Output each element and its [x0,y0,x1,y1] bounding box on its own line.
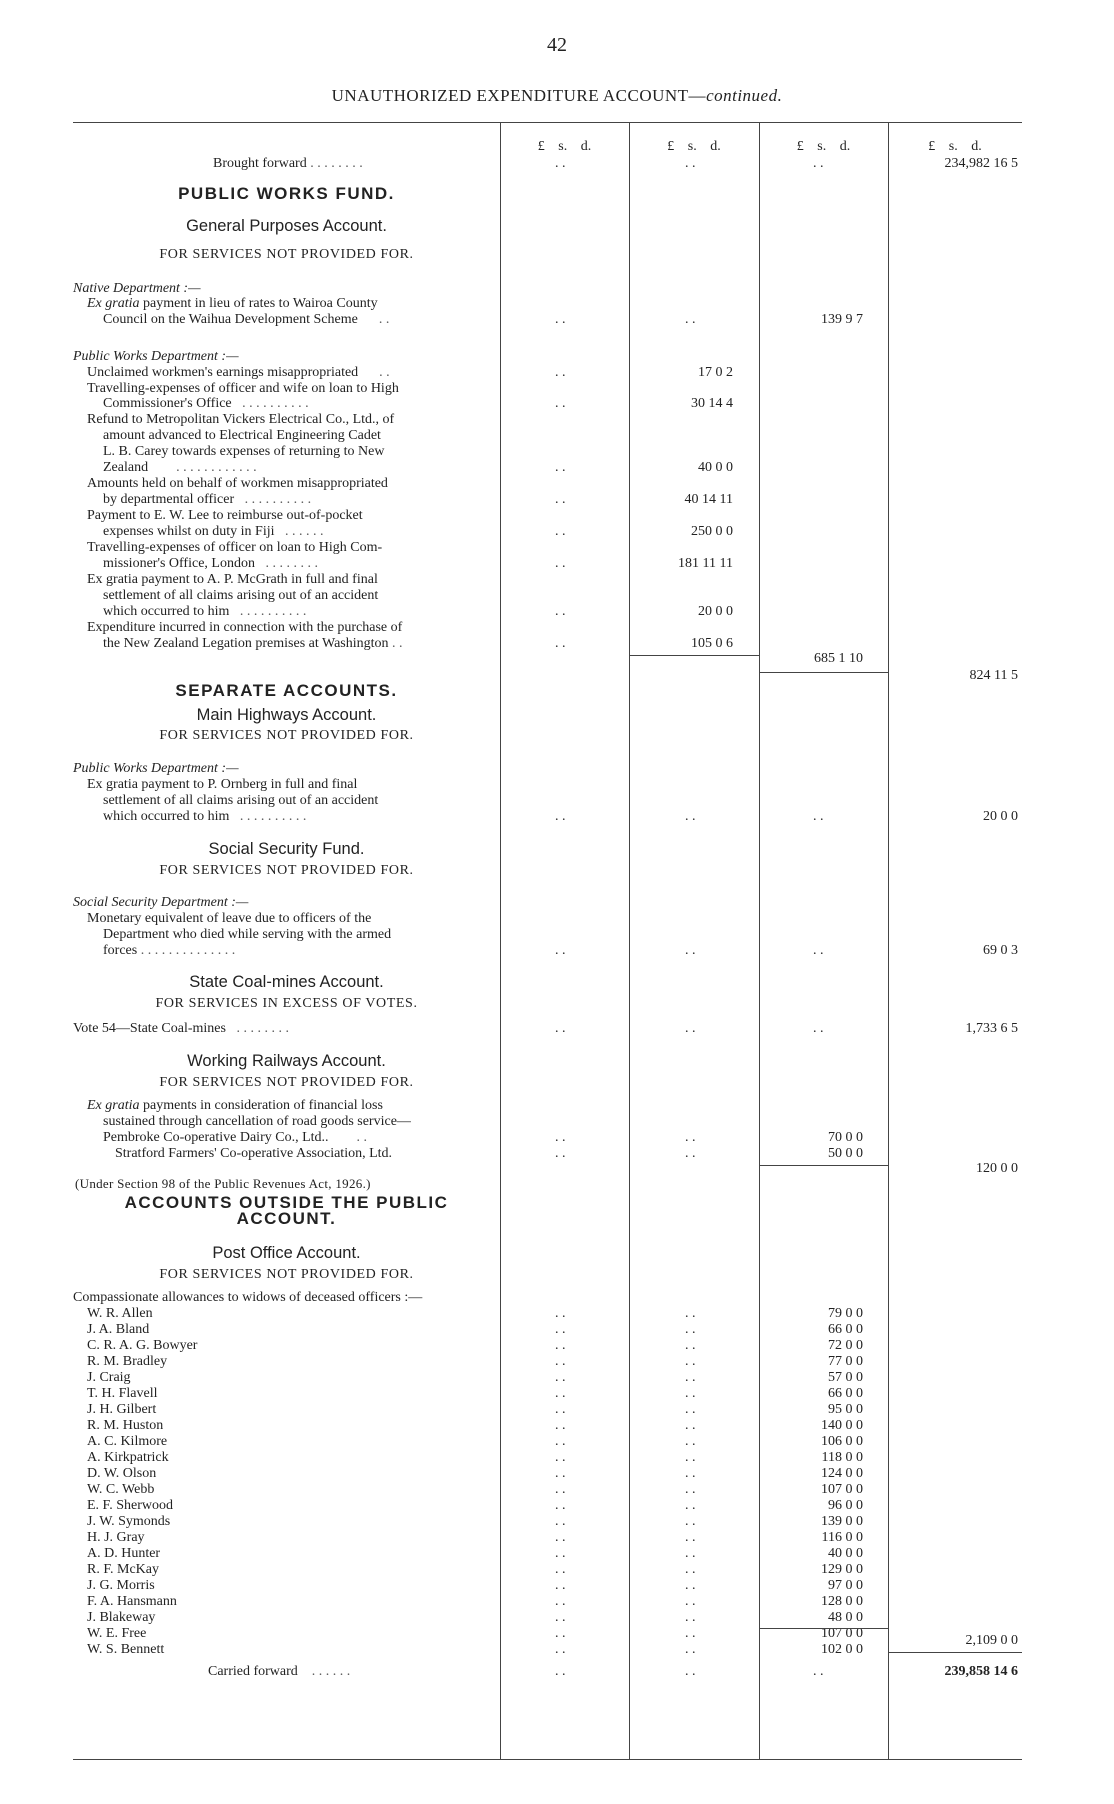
placeholder-dots: . . [685,1466,696,1481]
page-title: UNAUTHORIZED EXPENDITURE ACCOUNT—continued. [331,86,783,105]
col-header: £ s. d. [928,139,982,154]
widow-name: A. C. Kilmore [87,1434,168,1449]
placeholder-dots: . . [685,1450,696,1465]
placeholder-dots: . . [555,1370,566,1385]
placeholder-dots: . . [685,1402,696,1417]
line-item-text: Zealand . . . . . . . . . . . . [103,460,257,475]
widow-name: W. C. Webb [87,1482,155,1497]
placeholder-dots: . . [555,943,566,958]
line-item-amount: 17 0 2 [698,365,733,380]
department-heading: Public Works Department :— [73,761,239,776]
line-item-text: Stratford Farmers' Co-operative Association, Ltd. [115,1146,393,1161]
services-caption: FOR SERVICES NOT PROVIDED FOR. [159,247,414,262]
widow-name: R. M. Huston [87,1418,164,1433]
account-total: 69 0 3 [983,943,1018,958]
line-item-amount: 40 14 11 [684,492,733,507]
widow-name: F. A. Hansmann [87,1594,177,1609]
placeholder-dots: . . [685,1021,696,1036]
line-item-text: by departmental officer . . . . . . . . . . [103,492,312,507]
account-table [73,122,1022,1760]
widow-name: D. W. Olson [87,1466,157,1481]
placeholder-dots: . . [555,636,566,651]
widow-amount: 96 0 0 [828,1498,863,1513]
placeholder-dots: . . [685,1664,696,1679]
placeholder-dots: . . [555,809,566,824]
widow-name: A. D. Hunter [87,1546,161,1561]
placeholder-dots: . . [813,943,824,958]
line-item-amount: 70 0 0 [828,1130,863,1145]
widow-amount: 97 0 0 [828,1578,863,1593]
widow-name: W. E. Free [87,1626,147,1641]
widow-amount: 79 0 0 [828,1306,863,1321]
account-total: 20 0 0 [983,809,1018,824]
column-divider [500,123,501,1759]
subtotal-rule [759,1165,888,1166]
placeholder-dots: . . [555,1562,566,1577]
placeholder-dots: . . [555,156,566,171]
line-item-text: L. B. Carey towards expenses of returning to New [103,444,385,459]
widow-name: R. F. McKay [87,1562,159,1577]
subsection-heading: Social Security Fund. [208,840,365,858]
line-item-text: amount advanced to Electrical Engineering Cadet [103,428,381,443]
placeholder-dots: . . [685,1354,696,1369]
placeholder-dots: . . [555,1146,566,1161]
placeholder-dots: . . [685,1306,696,1321]
line-item-text: Council on the Waihua Development Scheme . . [103,312,390,327]
placeholder-dots: . . [685,1642,696,1657]
placeholder-dots: . . [555,1306,566,1321]
widow-name: J. Craig [87,1370,131,1385]
line-item-amount: 50 0 0 [828,1146,863,1161]
subsection-heading: Working Railways Account. [187,1052,386,1070]
account-total: 2,109 0 0 [965,1633,1018,1648]
services-caption: FOR SERVICES NOT PROVIDED FOR. [159,728,414,743]
widow-name: J. A. Bland [87,1322,150,1337]
line-item-text: Payment to E. W. Lee to reimburse out-of-pocket [87,508,363,523]
widow-amount: 66 0 0 [828,1386,863,1401]
widow-name: J. Blakeway [87,1610,156,1625]
placeholder-dots: . . [813,156,824,171]
placeholder-dots: . . [555,492,566,507]
placeholder-dots: . . [813,1021,824,1036]
widow-name: T. H. Flavell [87,1386,158,1401]
placeholder-dots: . . [685,1594,696,1609]
line-item-text: Ex gratia payment to P. Ornberg in full and final [87,777,358,792]
placeholder-dots: . . [555,1466,566,1481]
placeholder-dots: . . [685,1434,696,1449]
placeholder-dots: . . [555,1578,566,1593]
placeholder-dots: . . [555,1130,566,1145]
placeholder-dots: . . [555,1418,566,1433]
widow-name: R. M. Bradley [87,1354,168,1369]
line-item-amount: 250 0 0 [691,524,733,539]
services-caption: FOR SERVICES NOT PROVIDED FOR. [159,1267,414,1282]
line-item-amount: 40 0 0 [698,460,733,475]
placeholder-dots: . . [555,1021,566,1036]
line-item-amount: 30 14 4 [691,396,733,411]
placeholder-dots: . . [685,1338,696,1353]
placeholder-dots: . . [813,1664,824,1679]
subsection-heading: General Purposes Account. [186,217,387,235]
subsection-heading: Post Office Account. [212,1244,361,1262]
widow-name: J. G. Morris [87,1578,155,1593]
line-item-text: Ex gratia payment in lieu of rates to Wairoa County [87,296,378,311]
line-item-text: Unclaimed workmen's earnings misappropriated . . [87,365,390,380]
widow-name: J. W. Symonds [87,1514,171,1529]
placeholder-dots: . . [555,1402,566,1417]
line-item-amount: 105 0 6 [691,636,733,651]
subtotal-rule [759,1628,888,1629]
widow-amount: 102 0 0 [821,1642,863,1657]
section-heading: PUBLIC WORKS FUND. [178,184,395,203]
placeholder-dots: . . [555,1498,566,1513]
line-item-text: expenses whilst on duty in Fiji . . . . . . [103,524,324,539]
placeholder-dots: . . [685,312,696,327]
department-heading: Public Works Department :— [73,349,239,364]
line-item-text: Expenditure incurred in connection with the purchase of [87,620,403,635]
widow-name: W. S. Bennett [87,1642,165,1657]
widow-amount: 77 0 0 [828,1354,863,1369]
placeholder-dots: . . [685,1498,696,1513]
total-rule [888,1652,1022,1653]
placeholder-dots: . . [555,1664,566,1679]
line-item-text: Compassionate allowances to widows of deceased officers :— [73,1290,423,1305]
placeholder-dots: . . [555,1530,566,1545]
widow-amount: 72 0 0 [828,1338,863,1353]
widow-amount: 95 0 0 [828,1402,863,1417]
placeholder-dots: . . [685,809,696,824]
col-header: £ s. d. [537,139,592,154]
placeholder-dots: . . [555,1594,566,1609]
brought-forward-total: 234,982 16 5 [944,156,1018,171]
widow-name: A. Kirkpatrick [87,1450,169,1465]
placeholder-dots: . . [555,1546,566,1561]
placeholder-dots: . . [813,809,824,824]
placeholder-dots: . . [685,1610,696,1625]
placeholder-dots: . . [685,1530,696,1545]
widow-amount: 118 0 0 [821,1450,863,1465]
line-item-amount: 139 9 7 [821,312,863,327]
placeholder-dots: . . [685,1146,696,1161]
placeholder-dots: . . [685,1322,696,1337]
services-caption: FOR SERVICES IN EXCESS OF VOTES. [155,996,418,1011]
widow-name: C. R. A. G. Bowyer [87,1338,198,1353]
section-heading: SEPARATE ACCOUNTS. [175,681,398,700]
widow-amount: 48 0 0 [828,1610,863,1625]
carried-forward-total: 239,858 14 6 [944,1664,1018,1679]
placeholder-dots: . . [685,1562,696,1577]
widow-amount: 66 0 0 [828,1322,863,1337]
widow-amount: 107 0 0 [821,1482,863,1497]
placeholder-dots: . . [685,1130,696,1145]
placeholder-dots: . . [555,365,566,380]
services-caption: FOR SERVICES NOT PROVIDED FOR. [159,863,414,878]
line-item-text: Ex gratia payment to A. P. McGrath in full and final [87,572,378,587]
line-item-text: the New Zealand Legation premises at Washington . . [103,636,403,651]
line-item-text: which occurred to him . . . . . . . . . . [103,809,307,824]
widow-name: H. J. Gray [87,1530,145,1545]
account-total: 1,733 6 5 [965,1021,1018,1036]
line-item-text: Commissioner's Office . . . . . . . . . . [103,396,309,411]
subtotal-amount: 685 1 10 [814,651,863,666]
widow-name: E. F. Sherwood [87,1498,173,1513]
placeholder-dots: . . [555,1434,566,1449]
col-header: £ s. d. [796,139,851,154]
line-item-text: Department who died while serving with the armed [103,927,392,942]
line-item-text: Travelling-expenses of officer on loan to High Com- [87,540,383,555]
placeholder-dots: . . [685,1626,696,1641]
placeholder-dots: . . [685,1578,696,1593]
placeholder-dots: . . [685,1370,696,1385]
line-item-amount: 181 11 11 [678,556,733,571]
subsection-heading: Main Highways Account. [196,706,377,724]
placeholder-dots: . . [555,1450,566,1465]
placeholder-dots: . . [555,396,566,411]
widow-amount: 57 0 0 [828,1370,863,1385]
widow-amount: 124 0 0 [821,1466,863,1481]
services-caption: FOR SERVICES NOT PROVIDED FOR. [159,1075,414,1090]
placeholder-dots: . . [685,1386,696,1401]
placeholder-dots: . . [555,1642,566,1657]
placeholder-dots: . . [555,556,566,571]
placeholder-dots: . . [555,460,566,475]
placeholder-dots: . . [555,1322,566,1337]
column-divider [888,123,889,1759]
placeholder-dots: . . [685,156,696,171]
placeholder-dots: . . [685,1546,696,1561]
placeholder-dots: . . [555,312,566,327]
placeholder-dots: . . [555,1482,566,1497]
widow-name: W. R. Allen [87,1306,153,1321]
line-item-text: sustained through cancellation of road goods service— [103,1114,411,1129]
placeholder-dots: . . [685,1514,696,1529]
section-heading: ACCOUNT. [236,1209,337,1228]
line-item-text: forces . . . . . . . . . . . . . . [103,943,236,958]
widow-amount: 140 0 0 [821,1418,863,1433]
line-item-amount: 20 0 0 [698,604,733,619]
line-item-text: Refund to Metropolitan Vickers Electrical Co., Ltd., of [87,412,395,427]
line-item-text: settlement of all claims arising out of an accident [103,793,379,808]
subsection-heading: State Coal-mines Account. [189,973,384,991]
widow-amount: 107 0 0 [821,1626,863,1641]
line-item-text: missioner's Office, London . . . . . . . . [103,556,318,571]
placeholder-dots: . . [685,943,696,958]
placeholder-dots: . . [555,1354,566,1369]
widow-name: J. H. Gilbert [87,1402,157,1417]
widow-amount: 40 0 0 [828,1546,863,1561]
brought-forward-label: Brought forward . . . . . . . . [213,156,363,171]
placeholder-dots: . . [555,1338,566,1353]
account-total: 120 0 0 [976,1161,1018,1176]
line-item-text: Amounts held on behalf of workmen misappropriated [87,476,388,491]
department-heading: Native Department :— [73,281,201,296]
line-item-text: Ex gratia payments in consideration of financial loss [87,1098,383,1113]
fund-total: 824 11 5 [969,668,1018,683]
carried-forward-label: Carried forward . . . . . . [208,1664,351,1679]
widow-amount: 116 0 0 [821,1530,863,1545]
widow-amount: 106 0 0 [821,1434,863,1449]
department-heading: Social Security Department :— [73,895,249,910]
placeholder-dots: . . [555,604,566,619]
line-item-text: Travelling-expenses of officer and wife on loan to High [87,381,399,396]
line-item-text: Pembroke Co-operative Dairy Co., Ltd.. . . [103,1130,368,1145]
section-heading: ACCOUNTS OUTSIDE THE PUBLIC [124,1193,449,1212]
placeholder-dots: . . [555,1386,566,1401]
placeholder-dots: . . [555,1514,566,1529]
placeholder-dots: . . [555,1626,566,1641]
placeholder-dots: . . [685,1418,696,1433]
widow-amount: 139 0 0 [821,1514,863,1529]
subtotal-rule [629,655,759,656]
line-item-text: Vote 54—State Coal-mines . . . . . . . . [73,1021,289,1036]
placeholder-dots: . . [555,524,566,539]
page-number: 42 [547,34,567,56]
subtotal-rule [759,672,888,673]
line-item-text: Monetary equivalent of leave due to officers of the [87,911,372,926]
act-reference: (Under Section 98 of the Public Revenues Act, 1926.) [75,1176,371,1191]
col-header: £ s. d. [667,139,721,154]
line-item-text: settlement of all claims arising out of an accident [103,588,379,603]
placeholder-dots: . . [685,1482,696,1497]
widow-amount: 128 0 0 [821,1594,863,1609]
line-item-text: which occurred to him . . . . . . . . . . [103,604,307,619]
placeholder-dots: . . [555,1610,566,1625]
widow-amount: 129 0 0 [821,1562,863,1577]
